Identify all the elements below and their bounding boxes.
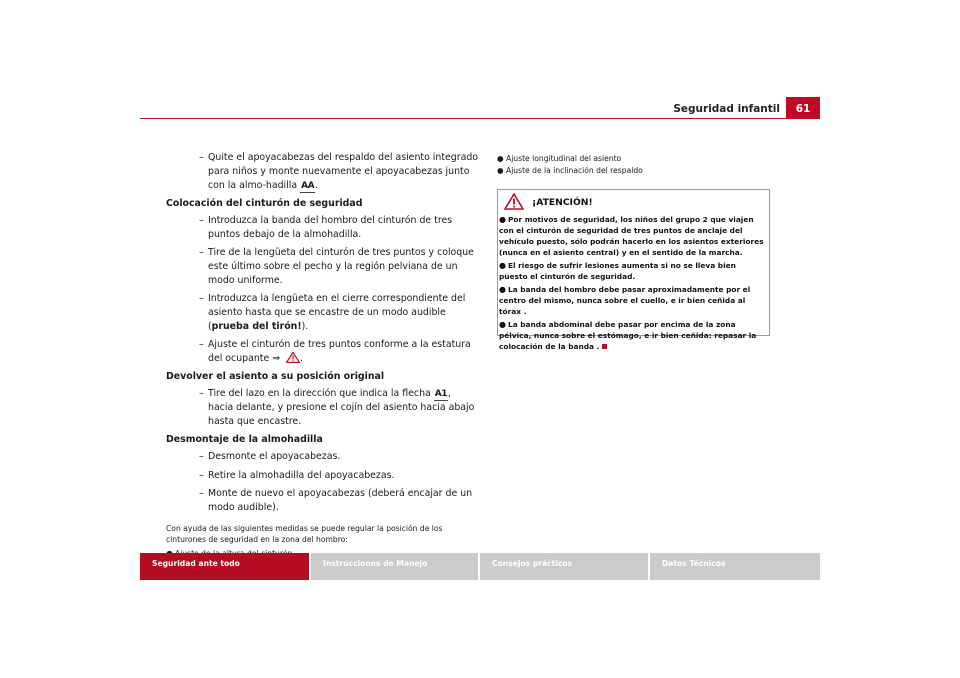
list-item-seat-longitudinal: ● Ajuste longitudinal del asiento — [497, 153, 772, 165]
step-pull-tongue: – Tire de la lengüeta del cinturón de tres puntos y coloque este último sobre el pecho y la región pelviana de un modo uniforme. — [199, 247, 474, 286]
heading-remove-cushion: Desmontaje de la almohadilla — [166, 434, 323, 446]
attention-title: ¡ATENCIÓN! — [532, 197, 593, 208]
bullet-icon: ● — [497, 166, 504, 176]
step-pull-loop: – Tire del lazo en la dirección que indica la flecha A1, hacia delante, y presione el cojín del asiento hacia abajo hasta que encastre. — [199, 388, 475, 427]
list-item-backrest-inclination: ● Ajuste de la inclinación del respaldo — [497, 165, 772, 177]
note-adjustment: Con ayuda de las siguientes medidas se puede regular la posición de los cinturones de seguridad en la zona del hombro: — [166, 524, 443, 545]
end-square-icon — [602, 344, 607, 349]
heading-restore-seat: Devolver el asiento a su posición original — [166, 371, 385, 383]
code-badge-aa: AA — [301, 180, 315, 191]
code-badge-a1: A1 — [434, 389, 447, 400]
attention-header — [498, 190, 769, 214]
step-insert-tongue: – Introduzca la lengüeta en el cierre correspondiente del asiento hasta que se encastre de un modo audible (prueba del tirón!). — [199, 293, 466, 332]
footer-tab-datos[interactable]: Datos Técnicos — [650, 553, 820, 580]
attention-item: ● Por motivos de seguridad, los niños del grupo 2 que viajen con el cinturón de seguridad de tres puntos de anclaje del vehículo puesto, sólo podrán hacerlo en los asientos exteriores (nunca en el asiento central) y en el sentido de la marcha. — [499, 215, 764, 257]
bullet-icon: ● — [499, 215, 506, 224]
section-title: Seguridad infantil — [673, 103, 780, 115]
step-remove-cushion: – Retire la almohadilla del apoyacabezas. — [199, 469, 395, 481]
step-refit-headrest: – Monte de nuevo el apoyacabezas (deberá encajar de un modo audible). — [199, 487, 473, 513]
left-column — [166, 151, 479, 560]
bullet-icon: ● — [499, 320, 506, 329]
attention-item: ● La banda abdominal debe pasar por encima de la zona pélvica, nunca sobre el estómago, e ir bien ceñida: repasar la colocación de la banda . — [499, 320, 757, 351]
page-number: 61 — [786, 97, 820, 119]
heading-belt-placement: Colocación del cinturón de seguridad — [166, 198, 363, 210]
attention-box — [497, 189, 770, 351]
attention-body — [499, 214, 767, 354]
bullet-icon: ● — [499, 261, 506, 270]
step-remove-headrest: – Quite el apoyacabezas del respaldo del asiento integrado para niños y monte nuevamente el apoyacabezas junto con la almo-hadilla AA. — [199, 152, 479, 191]
right-column — [497, 153, 772, 178]
bullet-icon: ● — [497, 154, 504, 163]
attention-item: ● La banda del hombro debe pasar aproximadamente por el centro del mismo, nunca sobre el cuello, e ir bien ceñida al tórax . — [499, 285, 751, 316]
step-shoulder-belt: – Introduzca la banda del hombro del cinturón de tres puntos debajo de la almohadilla. — [199, 214, 453, 240]
step-remove-headrest-2: – Desmonte el apoyacabezas. — [199, 451, 341, 463]
warning-triangle-icon — [504, 193, 524, 210]
footer-tab-instrucciones[interactable]: Instrucciones de Manejo — [311, 553, 478, 580]
reference-arrow-icon: ⇒ — [272, 352, 281, 364]
attention-item: ● El riesgo de sufrir lesiones aumenta si no se lleva bien puesto el cinturón de seguridad. — [499, 261, 736, 281]
warning-triangle-icon — [286, 352, 300, 363]
footer-tab-consejos[interactable]: Consejos prácticos — [480, 553, 648, 580]
header-rule — [140, 118, 820, 119]
bullet-icon: ● — [499, 285, 506, 294]
footer-tab-seguridad[interactable]: Seguridad ante todo — [140, 553, 309, 580]
step-adjust-belt: – Ajuste el cinturón de tres puntos conforme a la estatura del ocupante ⇒ . — [199, 339, 471, 364]
